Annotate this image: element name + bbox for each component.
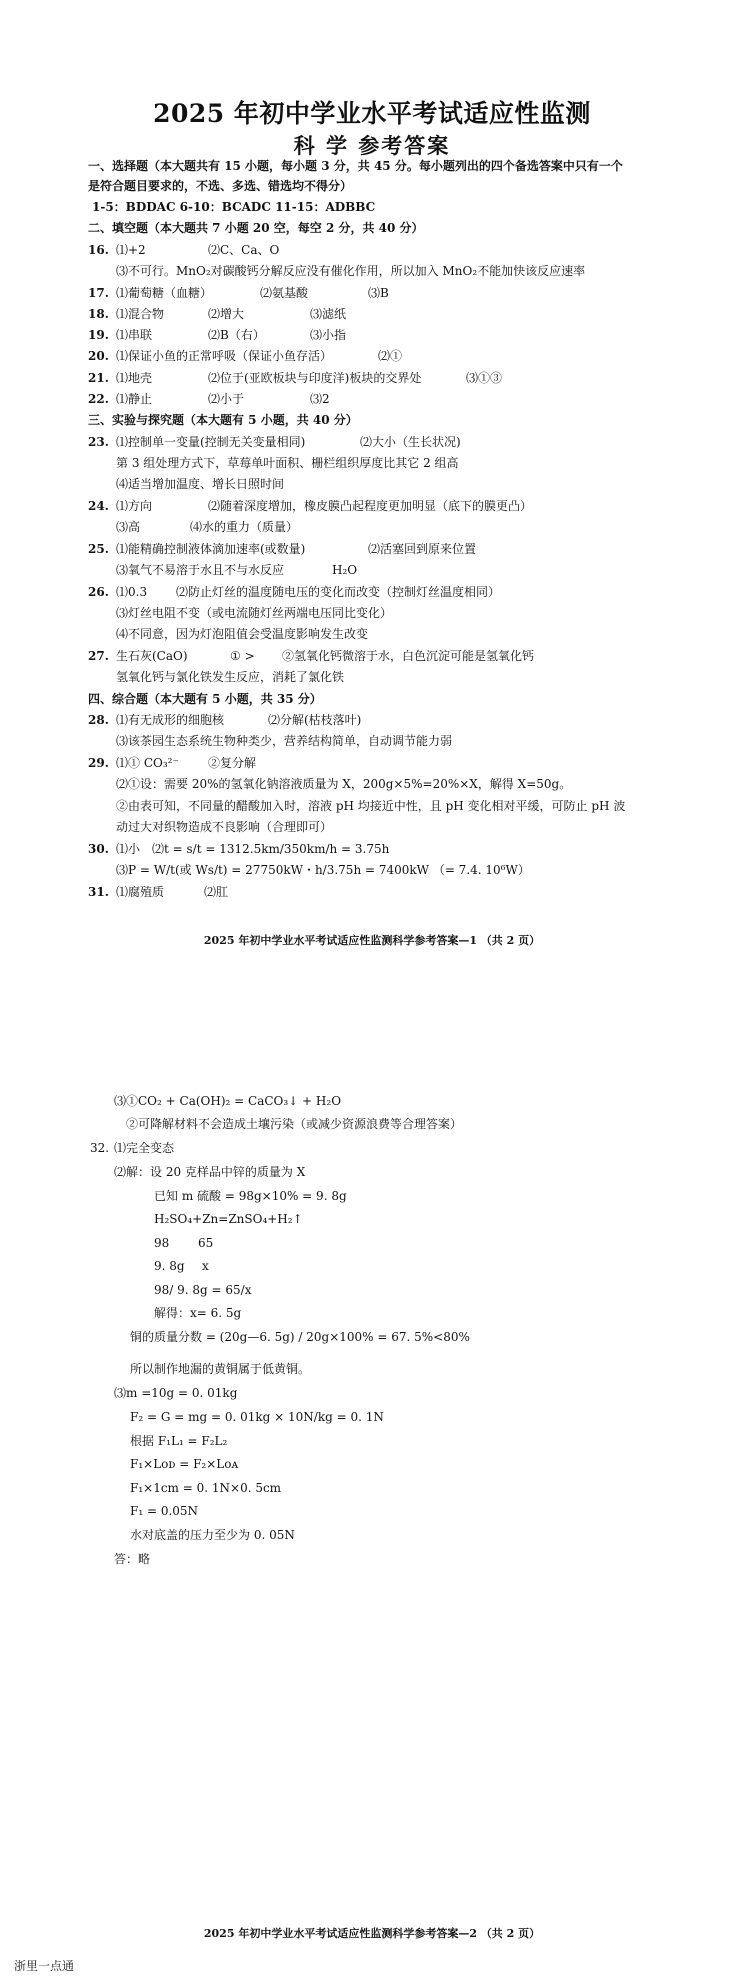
answer-text: H₂SO₄+Zn=ZnSO₄+H₂↑ xyxy=(154,1212,303,1226)
answer-text: ⑴完全变态 xyxy=(114,1141,175,1155)
answer-text: ⑵增大 xyxy=(208,307,245,321)
answer-text: ⑵随着深度增加，橡皮膜凸起程度更加明显（底下的膜更凸） xyxy=(208,499,533,513)
answer-text: ②可降解材料不会造成土壤污染（或减少资源浪费等合理答案） xyxy=(126,1117,463,1131)
answer-text: ⑵小于 xyxy=(208,392,245,406)
answer-text: ②氢氧化钙微溶于水，白色沉淀可能是氢氧化钙 xyxy=(282,649,535,663)
answer-text: ⑴腐殖质 xyxy=(116,885,165,899)
answer-text: ⑴控制单一变量(控制无关变量相同) xyxy=(116,435,306,449)
answer-text: 三、实验与探究题（本大题有 5 小题，共 40 分） xyxy=(88,413,358,427)
answer-text: 27. xyxy=(88,649,109,663)
answer-text: ⑷不同意，因为灯泡阻值会受温度影响发生改变 xyxy=(116,627,369,641)
answer-text: 28. xyxy=(88,713,109,727)
answer-text: 32. xyxy=(90,1141,110,1155)
answer-text: ⑶灯丝电阻不变（或电流随灯丝两端电压同比变化） xyxy=(116,606,393,620)
answer-text: ⑵①设：需要 20%的氢氧化钠溶液质量为 X，200g×5%=20%×X，解得 X=50g。 xyxy=(116,777,572,791)
answer-text: ⑵氨基酸 xyxy=(260,286,309,300)
answer-text: ① > xyxy=(230,649,255,663)
answer-text: ⑶B xyxy=(368,286,389,300)
answer-text: ⑶2 xyxy=(310,392,330,406)
answer-text: 动过大对织物造成不良影响（合理即可） xyxy=(116,820,333,834)
answer-text: ⑴能精确控制液体滴加速率(或数量) xyxy=(116,542,306,556)
answer-text: ⑶高 xyxy=(116,520,141,534)
answer-text: ⑴有无成形的细胞核 xyxy=(116,713,225,727)
answer-text: ⑵t = s/t = 1312.5km/350km/h = 3.75h xyxy=(152,842,390,856)
answer-text: ⑵分解(枯枝落叶) xyxy=(268,713,362,727)
answer-text: 31. xyxy=(88,885,109,899)
answer-text: 24. xyxy=(88,499,109,513)
answer-text: 29. xyxy=(88,756,109,770)
answer-text: 根据 F₁L₁ = F₂L₂ xyxy=(130,1434,228,1448)
answer-text: ⑵活塞回到原来位置 xyxy=(368,542,477,556)
answer-text: ⑴保证小鱼的正常呼吸（保证小鱼存活） xyxy=(116,349,333,363)
answer-text: ⑴葡萄糖（血糖） xyxy=(116,286,213,300)
answer-text: 25. xyxy=(88,542,109,556)
answer-text: ⑴① CO₃²⁻ xyxy=(116,756,179,770)
answer-text: F₁×1cm = 0. 1N×0. 5cm xyxy=(130,1481,282,1495)
answer-text: 氢氧化钙与氯化铁发生反应，消耗了氯化铁 xyxy=(116,670,345,684)
answer-text: 生石灰(CaO) xyxy=(116,649,188,663)
answer-text: 20. xyxy=(88,349,109,363)
watermark: 浙里一点通 xyxy=(14,1959,75,1973)
answer-text: ⑶P = W/t(或 Ws/t) = 27750kW・h/3.75h = 7400kW （= 7.4. 10⁶W） xyxy=(116,863,530,877)
answer-text: 98/ 9. 8g = 65/x xyxy=(154,1283,252,1297)
answer-text: ②由表可知，不同量的醋酸加入时，溶液 pH 均接近中性，且 pH 变化相对平缓，可防止 pH 波 xyxy=(116,799,626,813)
answer-text: F₁ = 0.05N xyxy=(130,1504,199,1518)
answer-text: 已知 m 硫酸 = 98g×10% = 9. 8g xyxy=(154,1189,347,1203)
answer-text: ⑴静止 xyxy=(116,392,153,406)
answer-text: ⑴小 xyxy=(116,842,141,856)
document-title: 2025 年初中学业水平考试适应性监测 xyxy=(153,99,591,128)
answer-text: F₂ = G = mg = 0. 01kg × 10N/kg = 0. 1N xyxy=(130,1410,384,1424)
answer-text: 65 xyxy=(198,1236,214,1250)
answer-text: 是符合题目要求的，不选、多选、错选均不得分） xyxy=(88,179,353,193)
answer-text: 21. xyxy=(88,371,109,385)
answer-text: 17. xyxy=(88,286,109,300)
answer-text: ⑷适当增加温度、增长日照时间 xyxy=(116,477,285,491)
answer-text: ⑵B（右） xyxy=(208,328,265,342)
answer-text: 26. xyxy=(88,585,109,599)
answer-text: ⑴+2 xyxy=(116,243,146,257)
document-subtitle: 科 学 参考答案 xyxy=(293,133,451,158)
answer-text: 18. xyxy=(88,307,109,321)
answer-text: ⑶不可行。MnO₂对碳酸钙分解反应没有催化作用，所以加入 MnO₂不能加快该反应速率 xyxy=(116,264,586,278)
answer-text: ⑶①CO₂ + Ca(OH)₂ = CaCO₃↓ + H₂O xyxy=(114,1094,342,1108)
answer-text: 30. xyxy=(88,842,109,856)
answer-text: 所以制作地漏的黄铜属于低黄铜。 xyxy=(130,1362,311,1376)
answer-text: ⑶m =10g = 0. 01kg xyxy=(114,1386,238,1400)
answer-text: ⑵C、Ca、O xyxy=(208,243,280,257)
answer-text: ⑴方向 xyxy=(116,499,153,513)
answer-text: ⑶滤纸 xyxy=(310,307,347,321)
answer-text: ⑶氧气不易溶于水且不与水反应 xyxy=(116,563,285,577)
answer-text: 第 3 组处理方式下，草莓单叶面积、栅栏组织厚度比其它 2 组高 xyxy=(116,456,459,470)
answer-text: 二、填空题（本大题共 7 小题 20 空，每空 2 分，共 40 分） xyxy=(88,221,424,235)
answer-text: ⑴地壳 xyxy=(116,371,153,385)
page-footer-1: 2025 年初中学业水平考试适应性监测科学参考答案—1 （共 2 页） xyxy=(203,934,541,947)
answer-text: 16. xyxy=(88,243,109,257)
answer-text: 1-5：BDDAC 6-10：BCADC 11-15：ADBBC xyxy=(92,200,376,214)
answer-text: 一、选择题（本大题共有 15 小题，每小题 3 分，共 45 分。每小题列出的四个备选答案中只有一个 xyxy=(88,159,623,173)
answer-text: 答：略 xyxy=(114,1552,151,1566)
answer-text: ⑵① xyxy=(378,349,403,363)
answer-text: F₁×Lᴏᴅ = F₂×Lᴏᴀ xyxy=(130,1457,239,1471)
answer-text: ⑴混合物 xyxy=(116,307,165,321)
answer-text: ⑵大小（生长状况) xyxy=(360,435,461,449)
answer-text: 98 xyxy=(154,1236,170,1250)
answer-text: H₂O xyxy=(332,563,358,577)
page-footer-2: 2025 年初中学业水平考试适应性监测科学参考答案—2 （共 2 页） xyxy=(203,1927,541,1940)
answer-text: ⑵防止灯丝的温度随电压的变化而改变（控制灯丝温度相同） xyxy=(176,585,501,599)
answer-text: ⑶该茶园生态系统生物种类少，营养结构简单，自动调节能力弱 xyxy=(116,734,453,748)
answer-text: 22. xyxy=(88,392,109,406)
answer-text: ⑷水的重力（质量） xyxy=(190,520,299,534)
answer-text: ⑵肛 xyxy=(204,885,229,899)
answer-text: 23. xyxy=(88,435,109,449)
answer-text: 9. 8g xyxy=(154,1259,185,1273)
answer-text: ⑴0.3 xyxy=(116,585,148,599)
answer-text: ⑴串联 xyxy=(116,328,153,342)
answer-text: ⑵解：设 20 克样品中锌的质量为 X xyxy=(114,1165,306,1179)
answer-text: x xyxy=(202,1259,209,1273)
answer-text: 解得：x= 6. 5g xyxy=(154,1306,242,1320)
answer-text: 铜的质量分数 = (20g—6. 5g) / 20g×100% = 67. 5%<80% xyxy=(130,1330,470,1344)
answer-text: 水对底盖的压力至少为 0. 05N xyxy=(130,1528,295,1542)
answer-text: ②复分解 xyxy=(208,756,257,770)
answer-text: ⑶小指 xyxy=(310,328,347,342)
answer-text: 四、综合题（本大题有 5 小题，共 35 分） xyxy=(88,692,322,706)
answer-text: ⑵位于(亚欧板块与印度洋)板块的交界处 xyxy=(208,371,422,385)
answer-text: ⑶①③ xyxy=(466,371,503,385)
answer-text: 19. xyxy=(88,328,109,342)
